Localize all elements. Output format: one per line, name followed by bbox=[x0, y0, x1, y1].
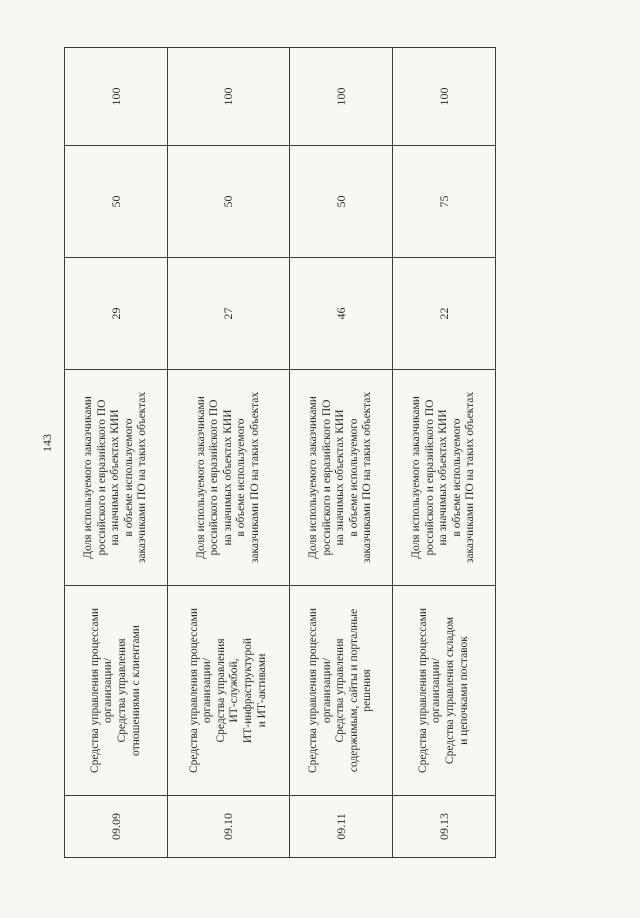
rotated-table-frame bbox=[64, 48, 496, 858]
row-value-1: 46 bbox=[289, 258, 392, 370]
row-value-2: 75 bbox=[392, 146, 495, 258]
row-value-1: 29 bbox=[65, 258, 168, 370]
row-value-2: 50 bbox=[289, 146, 392, 258]
row-indicator: Доля используемого заказчиками российского и евразийского ПО на значимых объектах КИИ в объеме используемого заказчиками ПО на таких объектах bbox=[168, 370, 290, 586]
row-category: Средства управления процессами организации/ Средства управления складом и цепочками поставок bbox=[392, 586, 495, 796]
row-indicator: Доля используемого заказчиками российского и евразийского ПО на значимых объектах КИИ в объеме используемого заказчиками ПО на таких объектах bbox=[289, 370, 392, 586]
row-code: 09.09 bbox=[65, 796, 168, 858]
row-value-2: 50 bbox=[65, 146, 168, 258]
row-code: 09.11 bbox=[289, 796, 392, 858]
table-row bbox=[168, 48, 290, 858]
row-value-3: 100 bbox=[289, 48, 392, 146]
row-value-1: 22 bbox=[392, 258, 495, 370]
table-container bbox=[64, 48, 496, 858]
page-number: 143 bbox=[40, 434, 54, 452]
row-indicator: Доля используемого заказчиками российского и евразийского ПО на значимых объектах КИИ в объеме используемого заказчиками ПО на таких объектах bbox=[392, 370, 495, 586]
row-code: 09.10 bbox=[168, 796, 290, 858]
row-value-3: 100 bbox=[168, 48, 290, 146]
row-category: Средства управления процессами организации/ Средства управления отношениями с клиентами bbox=[65, 586, 168, 796]
row-indicator: Доля используемого заказчиками российского и евразийского ПО на значимых объектах КИИ в объеме используемого заказчиками ПО на таких объектах bbox=[65, 370, 168, 586]
row-code: 09.13 bbox=[392, 796, 495, 858]
row-category: Средства управления процессами организации/ Средства управления содержимым, сайты и порталные решения bbox=[289, 586, 392, 796]
row-value-1: 27 bbox=[168, 258, 290, 370]
row-value-3: 100 bbox=[65, 48, 168, 146]
row-value-3: 100 bbox=[392, 48, 495, 146]
row-category: Средства управления процессами организации/ Средства управления ИТ-службой, ИТ-инфраструктурой и ИТ-активами bbox=[168, 586, 290, 796]
software-share-table bbox=[64, 47, 496, 858]
table-row bbox=[65, 48, 168, 858]
table-row bbox=[289, 48, 392, 858]
row-value-2: 50 bbox=[168, 146, 290, 258]
table-row bbox=[392, 48, 495, 858]
